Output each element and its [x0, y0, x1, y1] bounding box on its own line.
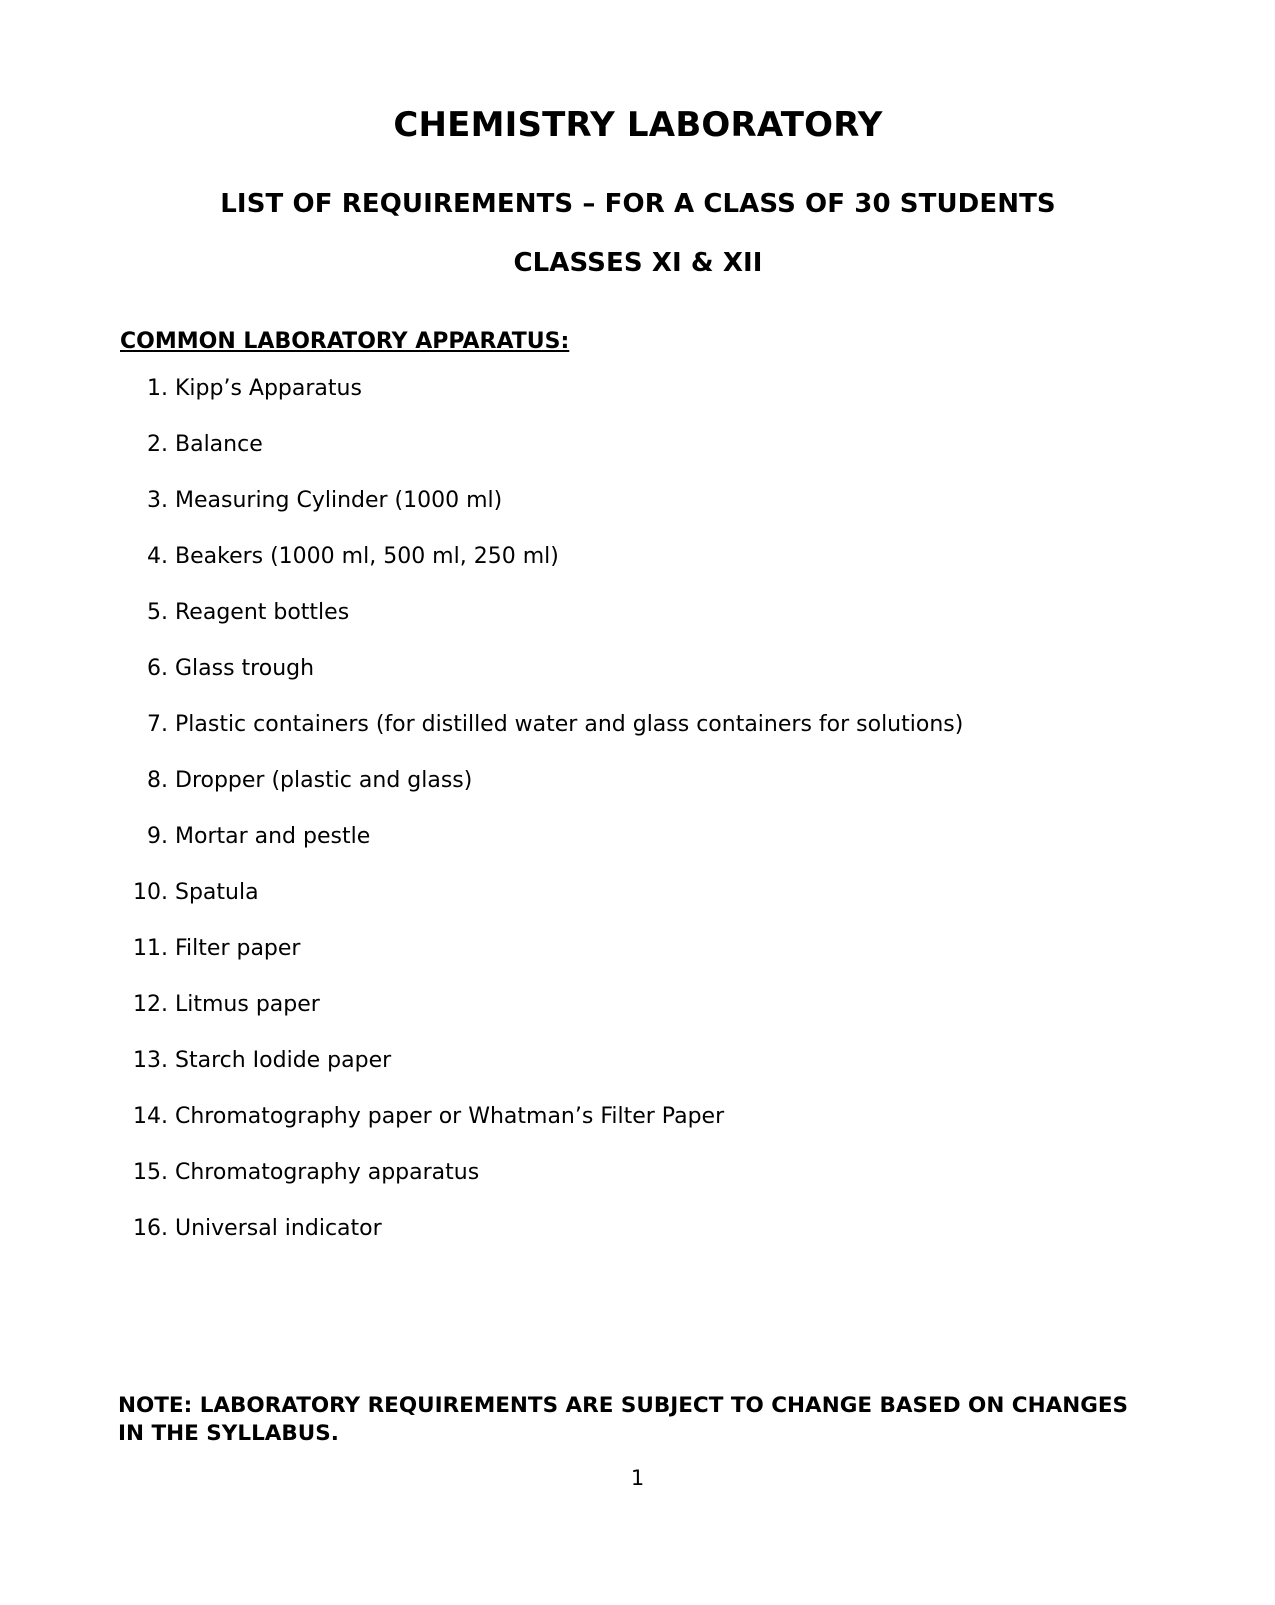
list-item-number: 8.	[147, 768, 168, 793]
list-item-number: 4.	[147, 544, 168, 569]
list-item-label: Glass trough	[175, 656, 315, 681]
list-item-number: 3.	[147, 488, 168, 513]
list-item	[118, 994, 1158, 1018]
list-item-number: 7.	[147, 712, 168, 737]
list-item-label: Filter paper	[175, 936, 301, 961]
list-item-number: 14.	[133, 1104, 168, 1129]
list-item-number: 10.	[133, 880, 168, 905]
page-title: CHEMISTRY LABORATORY	[393, 105, 883, 145]
list-item	[118, 938, 1158, 962]
list-item	[118, 1218, 1158, 1242]
list-item-label: Mortar and pestle	[175, 824, 371, 849]
list-item-number: 2.	[147, 432, 168, 457]
list-item-number: 5.	[147, 600, 168, 625]
list-item-number: 13.	[133, 1048, 168, 1073]
list-item	[118, 602, 1158, 626]
list-item	[118, 1162, 1158, 1186]
list-item	[118, 714, 1158, 738]
list-item-number: 9.	[147, 824, 168, 849]
list-item-label: Chromatography paper or Whatman’s Filter Paper	[175, 1104, 725, 1129]
list-item	[118, 490, 1158, 514]
document-subtitle-requirements: LIST OF REQUIREMENTS – FOR A CLASS OF 30 STUDENTS	[220, 189, 1056, 219]
list-item	[118, 658, 1158, 682]
document-subtitle-classes: CLASSES XI & XII	[513, 248, 763, 278]
list-item-label: Kipp’s Apparatus	[175, 376, 362, 401]
page-number: 1	[630, 1466, 645, 1490]
list-item-label: Balance	[175, 432, 263, 457]
list-item-number: 11.	[133, 936, 168, 961]
list-item-label: Dropper (plastic and glass)	[175, 768, 473, 793]
apparatus-list	[118, 354, 1158, 1242]
list-item-label: Litmus paper	[175, 992, 320, 1017]
list-item	[118, 826, 1158, 850]
list-item-label: Reagent bottles	[175, 600, 350, 625]
section-heading-common-apparatus: COMMON LABORATORY APPARATUS:	[120, 329, 570, 354]
list-item	[118, 1106, 1158, 1130]
list-item	[118, 1050, 1158, 1074]
list-item-number: 1.	[147, 376, 168, 401]
list-item-label: Starch Iodide paper	[175, 1048, 392, 1073]
list-item-label: Measuring Cylinder (1000 ml)	[175, 488, 503, 513]
note-text: NOTE: LABORATORY REQUIREMENTS ARE SUBJECT TO CHANGE BASED ON CHANGES IN THE SYLLABUS.	[118, 1393, 1129, 1447]
list-item-label: Beakers (1000 ml, 500 ml, 250 ml)	[175, 544, 559, 569]
list-item-label: Plastic containers (for distilled water and glass containers for solutions)	[175, 712, 964, 737]
list-item-number: 16.	[133, 1216, 168, 1241]
list-item	[118, 882, 1158, 906]
list-item-number: 6.	[147, 656, 168, 681]
list-item-label: Chromatography apparatus	[175, 1160, 480, 1185]
list-item	[118, 546, 1158, 570]
list-item-number: 12.	[133, 992, 168, 1017]
list-item	[118, 770, 1158, 794]
list-item-label: Spatula	[175, 880, 259, 905]
list-item-number: 15.	[133, 1160, 168, 1185]
list-item-label: Universal indicator	[175, 1216, 382, 1241]
list-item	[118, 378, 1158, 402]
document-body	[118, 0, 1158, 1274]
list-item	[118, 434, 1158, 458]
